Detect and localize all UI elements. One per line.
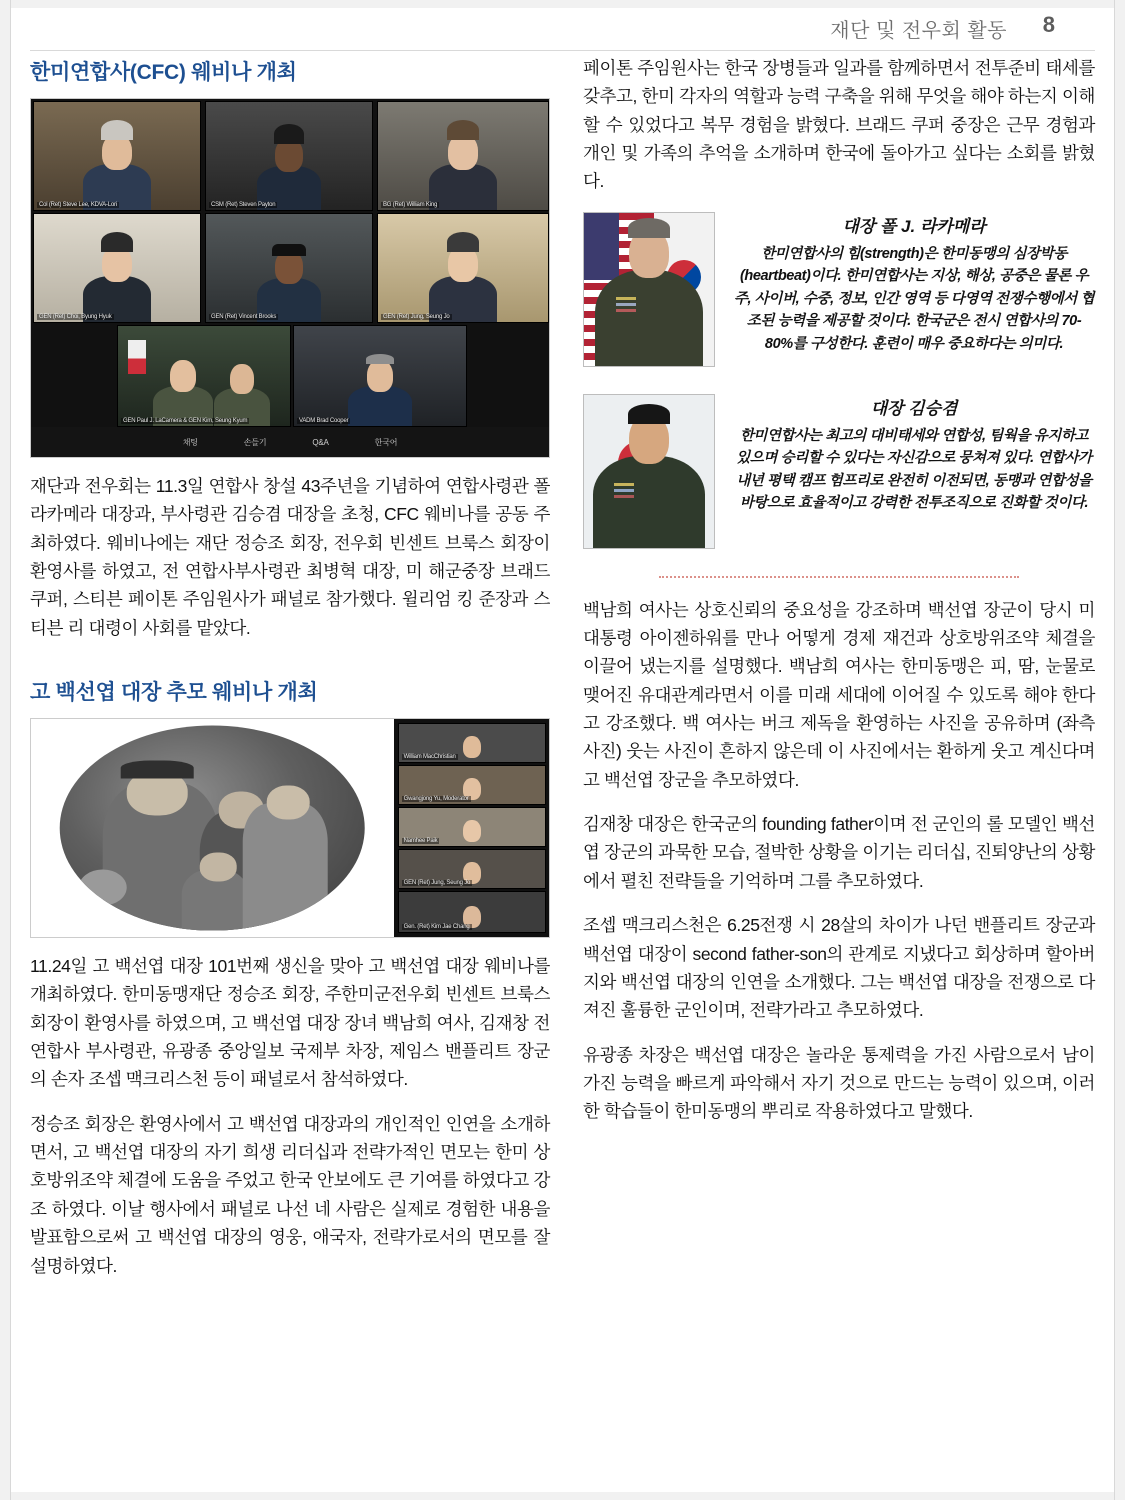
quote-body: [733, 394, 1095, 515]
zoom-tile-participant: [33, 101, 201, 211]
zoom-tile-participant: [377, 213, 549, 323]
right-paragraph-1: 백남희 여사는 상호신뢰의 중요성을 강조하며 백선엽 장군이 당시 미 대통령 아이젠하워를 만나 어떻게 경제 재건과 상호방위조약 체결을 이끌어 냈는지를 설명했다. 백남희 여사는 한미동맹은 피, 땀, 눈물로 맺어진 유대관계라면서 이를 미래 세대에 이어질 수 있도록 해야 한다고 강조했다. 백 여사는 버크 제독을 환영하는 사진을 공유하며 (좌측 사진) 웃는 사진이 흔하지 않은데 이 사진에서는 환하게 웃고 계신다며 고 백선엽 장군을 추모하였다.: [583, 599, 1095, 790]
zoom-toolbar-chat[interactable]: 채팅: [182, 437, 198, 447]
zoom-grid: [31, 99, 549, 457]
tile-label: Gen. (Ret) Kim Jae Chang: [403, 924, 470, 931]
tile-label: GEN (Ret) Vincent Brooks: [211, 314, 277, 320]
portrait-kim-seung-kyum: [583, 394, 715, 549]
right-paragraph-2: 김재창 대장은 한국군의 founding father이며 전 군인의 롤 모델인 백선엽 장군의 과묵한 모습, 절박한 상황을 이기는 리더십, 진퇴양난의 상황에서 펼친 전략들을 기억하며 그를 추모하였다.: [583, 814, 1095, 891]
ribbon-rack: [614, 483, 634, 486]
quote-block-lacamera: [583, 212, 1095, 372]
page-header: [0, 14, 1125, 48]
quote-block-kim: [583, 394, 1095, 554]
zoom-toolbar-raise-hand[interactable]: 손들기: [243, 437, 267, 447]
right-intro-paragraph: 페이톤 주임원사는 한국 장병들과 일과를 함께하면서 전투준비 태세를 갖추고, 한미 각자의 역할과 능력 구축을 위해 무엇을 해야 하는지 이해할 수 있었다고 복무 경험을 밝혔다. 브래드 쿠퍼 중장은 근무 경험과 개인 및 가족의 추억을 소개하며 한국에 돌아가고 싶다는 소회를 밝혔다.: [583, 58, 1095, 192]
uniform-shape: [593, 456, 705, 548]
uniform-shape: [595, 270, 703, 366]
quote-text: 한미연합사의 힘(strength)은 한미동맹의 심장박동(heartbeat)이다. 한미연합사는 지상, 해상, 공중은 물론 우주, 사이버, 수중, 정보, 인간 영역 등 다영역 전쟁수행에서 협조된 능력을 제공할 것이다. 한국군은 전시 연합사의 70-80%를 구성한다. 훈련이 매우 중요하다는 의미다.: [733, 245, 1095, 352]
zoom-toolbar: [31, 427, 549, 457]
page-frame-right: [1114, 0, 1125, 1500]
zoom-tile-participant: [117, 325, 291, 427]
memorial-paragraph-2: 정승조 회장은 환영사에서 고 백선엽 대장과의 개인적인 인연을 소개하면서, 고 백선엽 대장의 자기 희생 리더십과 전략가적인 면모는 한미 상호방위조약 체결에 도움을 주었고 한국 안보에도 큰 기여를 하였다고 강조 하였다. 이날 행사에서 패널로 나선 네 사람은 실제로 경험한 내용을 발표함으로써 고 백선엽 대장의 영웅, 애국자, 전략가로서의 면모를 잘 설명하였다.: [30, 1113, 550, 1276]
ribbon-rack: [614, 489, 634, 492]
ribbon-rack: [616, 297, 636, 300]
page-number: 8: [1042, 12, 1055, 37]
page-frame-top: [0, 0, 1125, 8]
tile-label: Col (Ret) Steve Lee, KDVA-Lori: [39, 202, 117, 208]
zoom-toolbar-qa[interactable]: Q&A: [312, 437, 329, 447]
zoom-tile-participant: [398, 723, 546, 763]
quote-body: [733, 212, 1095, 355]
section-title-memorial: 고 백선엽 대장 추모 웨비나 개최: [30, 681, 318, 705]
ribbon-rack: [614, 495, 634, 498]
zoom-tile-participant: [293, 325, 467, 427]
ribbon-rack: [616, 303, 636, 306]
left-column: [30, 48, 550, 1296]
tile-label: GEN (Ret) Jung, Seung Jo: [403, 880, 471, 887]
portrait-paul-lacamera: [583, 212, 715, 367]
right-column: [583, 48, 1095, 1142]
zoom-tile-participant: [205, 213, 373, 323]
zoom-tile-participant: [33, 213, 201, 323]
quote-name: 대장 김승겸: [870, 398, 958, 418]
quote-name: 대장 폴 J. 라카메라: [842, 216, 986, 236]
page-frame-left: [0, 0, 11, 1500]
historic-photo-oval: [60, 726, 365, 931]
cfc-webinar-body: 재단과 전우회는 11.3일 연합사 창설 43주년을 기념하여 연합사령관 폴 라카메라 대장과, 부사령관 김승겸 대장을 초청, CFC 웨비나를 공동 주최하였다. 웨비나에는 재단 정승조 회장, 전우회 빈센트 브룩스 회장이 환영사를 하였고, 전 연합사부사령관 최병혁 대장, 미 해군중장 브래드 쿠퍼, 스티븐 페이톤 주임원사가 패널로 참가했다. 윌리엄 킹 준장과 스티븐 리 대령이 사회를 맡았다.: [30, 476, 550, 638]
zoom-tile-participant: [205, 101, 373, 211]
quote-text: 한미연합사는 최고의 대비태세와 연합성, 팀웍을 유지하고 있으며 승리할 수 있다는 자신감으로 뭉쳐져 있다. 연합사가 내년 평택 캠프 험프리로 완전히 이전되면, 동맹과 연합성을 바탕으로 효율적이고 강력한 전투조직으로 진화할 것이다.: [736, 427, 1092, 512]
right-paragraph-4: 유광종 차장은 백선엽 대장은 놀라운 통제력을 가진 사람으로서 남이 가진 능력을 빠르게 파악해서 자기 것으로 만드는 능력이 있으며, 이러한 학습들이 한미동맹의 뿌리로 작용하였다고 말했다.: [583, 1044, 1095, 1122]
cfc-webinar-image: [30, 98, 550, 458]
zoom-tile-participant: [398, 849, 546, 889]
memorial-webinar-image: [30, 718, 550, 938]
hair-shape: [628, 218, 670, 238]
memorial-side-tiles: [394, 719, 549, 937]
tile-label: CSM (Ret) Steven Payton: [211, 202, 276, 208]
header-title: 재단 및 전우회 활동: [830, 20, 1007, 42]
zoom-tile-participant: [398, 891, 546, 933]
historic-photo: [31, 719, 394, 937]
right-paragraph-3: 조셉 맥크리스천은 6.25전쟁 시 28살의 차이가 나던 밴플리트 장군과 백선엽 대장이 second father-son의 관계로 지냈다고 회상하며 할아버지와 백선엽 대장의 인연을 소개했다. 그는 백선엽 대장을 전쟁으로 다져진 훌륭한 군인이며, 전략가라고 추모하였다.: [583, 915, 1095, 1021]
ribbon-rack: [616, 309, 636, 312]
tile-label: William MacChristian: [403, 754, 456, 761]
hair-shape: [628, 404, 670, 424]
zoom-tile-participant: [377, 101, 549, 211]
tile-label: VADM Brad Cooper: [299, 418, 349, 424]
tile-label: Gwangjong Yu, Moderator: [403, 796, 469, 803]
tile-label: GEN (Ret) Choi, Byung Hyuk: [39, 314, 112, 320]
section-title-cfc: 한미연합사(CFC) 웨비나 개최: [30, 61, 297, 84]
zoom-tile-participant: [398, 765, 546, 805]
tile-label: GEN Paul J. LaCamera & GEN Kim, Seung Kyum: [123, 418, 248, 424]
tile-label: BG (Ret) William King: [383, 202, 438, 208]
zoom-toolbar-language[interactable]: 한국어: [374, 437, 398, 447]
memorial-paragraph-1: 11.24일 고 백선엽 대장 101번째 생신을 맞아 고 백선엽 대장 웨비나를 개최하였다. 한미동맹재단 정승조 회장, 주한미군전우회 빈센트 브룩스 회장이 환영사를 하였으며, 고 백선엽 대장 장녀 백남희 여사, 김재창 전 연합사 부사령관, 유광종 중앙일보 국제부 차장, 제임스 밴플리트 장군의 손자 조셉 맥크리스천 등이 패널로서 참석하였다.: [30, 956, 550, 1090]
tile-label: Namhee Paik: [403, 838, 438, 845]
zoom-tile-participant: [398, 807, 546, 847]
page-frame-bottom: [0, 1492, 1125, 1500]
tile-label: GEN (Ret) Jung, Seung Jo: [383, 314, 450, 320]
memorial-zoom-grid: [31, 719, 549, 937]
section-separator: [659, 576, 1019, 578]
